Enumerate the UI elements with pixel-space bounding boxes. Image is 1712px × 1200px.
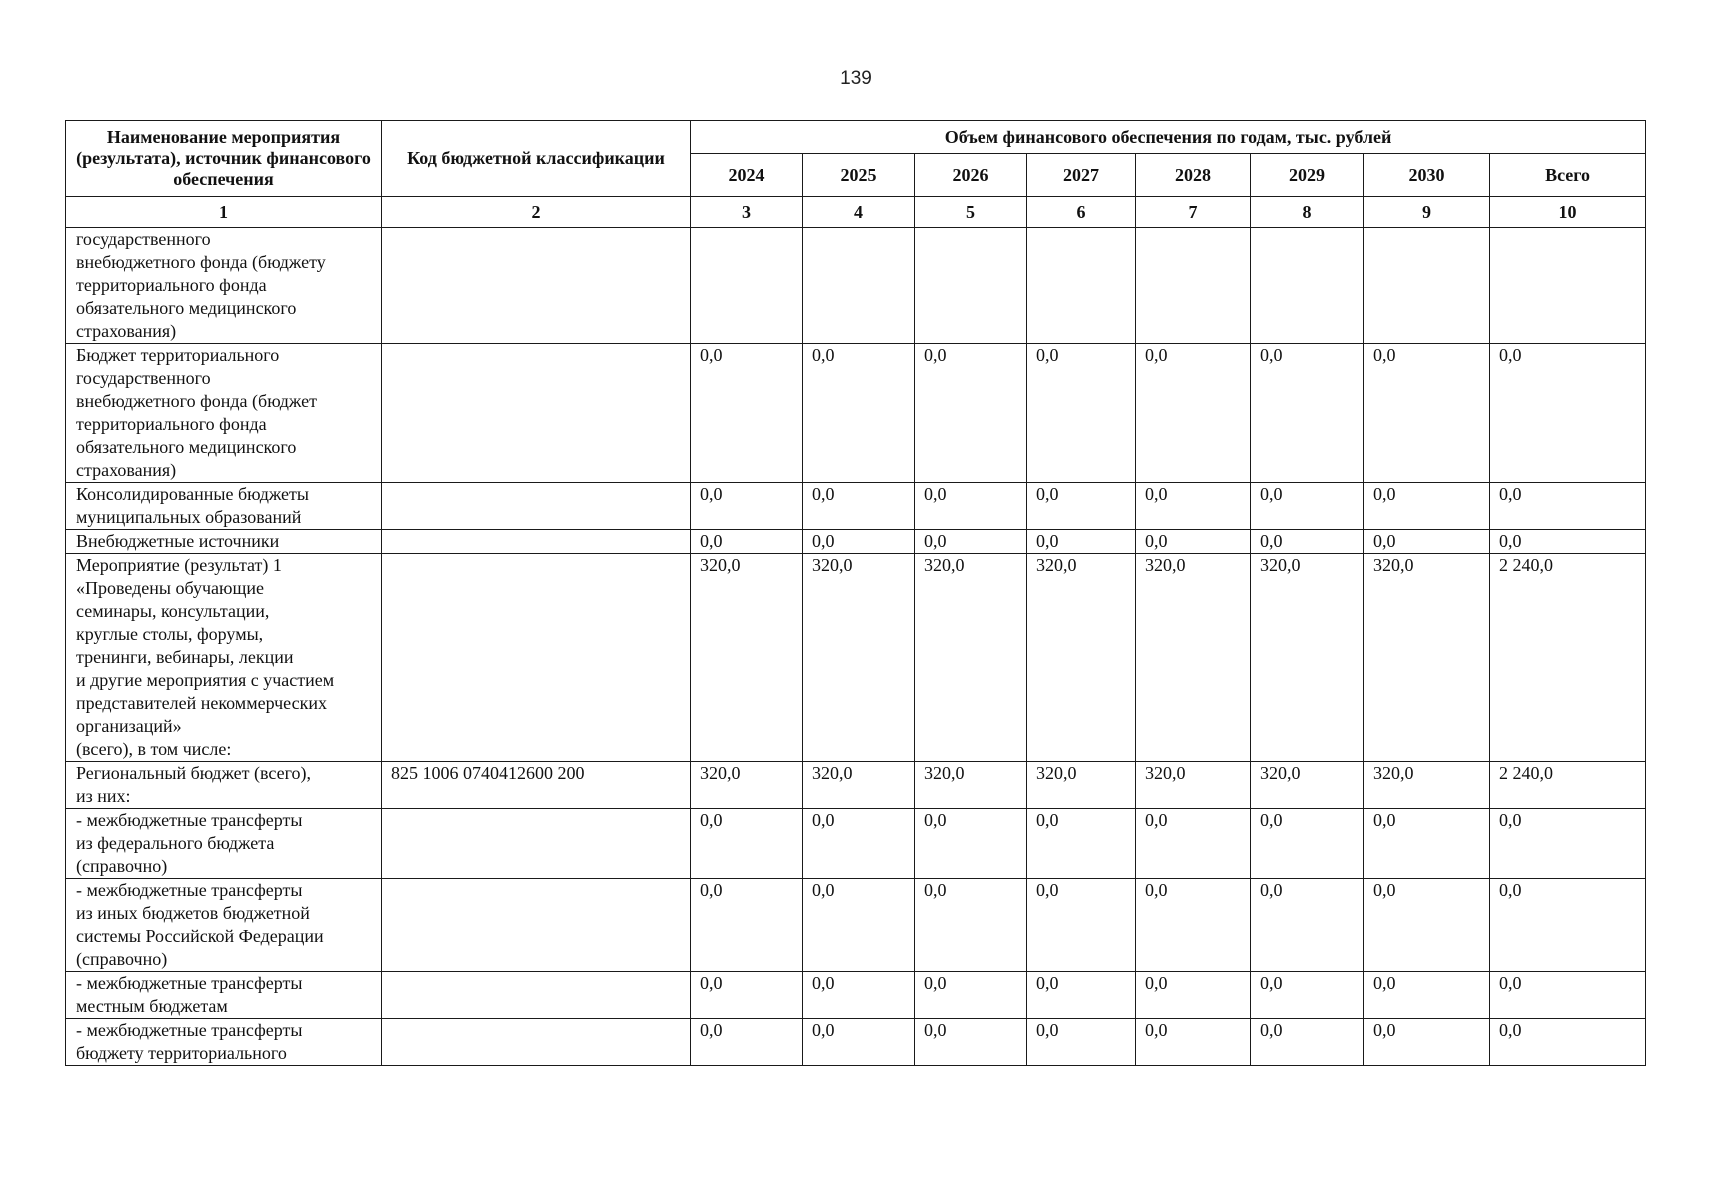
row-value-cell: 0,0 <box>1136 530 1251 554</box>
row-value-cell: 0,0 <box>1027 344 1136 483</box>
column-number: 10 <box>1490 197 1646 228</box>
row-name-line: организаций» <box>76 716 182 736</box>
column-number-row <box>66 197 1646 228</box>
row-value-cell: 320,0 <box>691 554 803 762</box>
row-value-cell: 0,0 <box>803 809 915 879</box>
row-name-line: Внебюджетные источники <box>76 531 280 551</box>
header-year: 2028 <box>1136 154 1251 197</box>
row-name-line: из иных бюджетов бюджетной <box>76 903 310 923</box>
row-value-cell: 0,0 <box>1136 972 1251 1019</box>
row-value-cell: 0,0 <box>1364 809 1490 879</box>
column-number: 7 <box>1136 197 1251 228</box>
row-code-cell: 825 1006 0740412600 200 <box>382 762 691 809</box>
row-total-cell: 0,0 <box>1490 530 1646 554</box>
row-value-cell: 320,0 <box>691 762 803 809</box>
row-total-cell: 0,0 <box>1490 483 1646 530</box>
header-year: 2025 <box>803 154 915 197</box>
row-value-cell: 320,0 <box>1251 554 1364 762</box>
row-name-line: из них: <box>76 786 131 806</box>
row-name-line: местным бюджетам <box>76 996 228 1016</box>
row-total-cell: 0,0 <box>1490 972 1646 1019</box>
row-value-cell: 0,0 <box>915 972 1027 1019</box>
row-value-cell: 320,0 <box>1136 554 1251 762</box>
row-name-line: территориального фонда <box>76 414 267 434</box>
row-value-cell: 320,0 <box>1027 554 1136 762</box>
row-name-line: внебюджетного фонда (бюджет <box>76 391 317 411</box>
header-total: Всего <box>1490 154 1646 197</box>
row-value-cell: 0,0 <box>1027 879 1136 972</box>
row-value-cell: 0,0 <box>803 344 915 483</box>
row-name-line: «Проведены обучающие <box>76 578 264 598</box>
row-value-cell: 0,0 <box>803 483 915 530</box>
row-value-cell: 320,0 <box>1027 762 1136 809</box>
row-value-cell: 0,0 <box>691 1019 803 1066</box>
row-value-cell: 0,0 <box>1027 809 1136 879</box>
row-value-cell: 0,0 <box>1364 972 1490 1019</box>
row-name-cell <box>66 228 382 344</box>
row-value-cell: 0,0 <box>1027 972 1136 1019</box>
row-value-cell: 0,0 <box>803 1019 915 1066</box>
column-number: 4 <box>803 197 915 228</box>
row-value-cell: 0,0 <box>915 1019 1027 1066</box>
column-number: 6 <box>1027 197 1136 228</box>
row-value-cell: 0,0 <box>915 530 1027 554</box>
row-name-line: бюджету территориального <box>76 1043 287 1063</box>
row-value-cell <box>803 228 915 344</box>
row-value-cell: 320,0 <box>1364 762 1490 809</box>
header-year: 2029 <box>1251 154 1364 197</box>
row-name-cell <box>66 809 382 879</box>
row-value-cell: 0,0 <box>691 530 803 554</box>
row-value-cell <box>691 228 803 344</box>
row-name-line: обязательного медицинского <box>76 437 297 457</box>
column-number: 8 <box>1251 197 1364 228</box>
row-value-cell: 0,0 <box>803 879 915 972</box>
table-row <box>66 762 1646 809</box>
row-name-line: представителей некоммерческих <box>76 693 327 713</box>
row-total-cell: 0,0 <box>1490 809 1646 879</box>
column-number: 1 <box>66 197 382 228</box>
row-code-cell <box>382 809 691 879</box>
row-value-cell: 0,0 <box>1251 530 1364 554</box>
row-value-cell: 0,0 <box>1136 809 1251 879</box>
row-name-line: - межбюджетные трансферты <box>76 880 303 900</box>
row-code-cell <box>382 228 691 344</box>
row-name-line: - межбюджетные трансферты <box>76 1020 303 1040</box>
row-value-cell: 0,0 <box>1027 1019 1136 1066</box>
row-name-line: муниципальных образований <box>76 507 302 527</box>
row-code-cell <box>382 554 691 762</box>
row-name-cell <box>66 530 382 554</box>
column-number: 3 <box>691 197 803 228</box>
row-name-line: (справочно) <box>76 949 168 969</box>
row-value-cell <box>1364 228 1490 344</box>
row-value-cell: 0,0 <box>1027 530 1136 554</box>
row-name-cell <box>66 972 382 1019</box>
row-name-line: страхования) <box>76 321 177 341</box>
row-total-cell: 0,0 <box>1490 344 1646 483</box>
row-value-cell: 0,0 <box>691 483 803 530</box>
table-row <box>66 530 1646 554</box>
row-value-cell: 0,0 <box>1136 344 1251 483</box>
row-value-cell: 0,0 <box>691 879 803 972</box>
column-number: 2 <box>382 197 691 228</box>
row-name-line: и другие мероприятия с участием <box>76 670 335 690</box>
row-name-line: из федерального бюджета <box>76 833 275 853</box>
table-row <box>66 483 1646 530</box>
row-name-line: страхования) <box>76 460 177 480</box>
row-value-cell: 0,0 <box>691 344 803 483</box>
row-value-cell: 0,0 <box>1364 879 1490 972</box>
row-name-line: Бюджет территориального <box>76 345 280 365</box>
row-value-cell: 0,0 <box>1136 879 1251 972</box>
row-value-cell: 0,0 <box>1027 483 1136 530</box>
row-value-cell: 0,0 <box>1251 809 1364 879</box>
table-row <box>66 1019 1646 1066</box>
row-value-cell: 0,0 <box>1364 1019 1490 1066</box>
row-value-cell: 320,0 <box>915 554 1027 762</box>
header-financing-group: Объем финансового обеспечения по годам, тыс. рублей <box>691 121 1646 154</box>
row-code-cell <box>382 483 691 530</box>
table-row <box>66 344 1646 483</box>
row-name-line: территориального фонда <box>76 275 267 295</box>
row-name-line: Региональный бюджет (всего), <box>76 763 312 783</box>
row-value-cell: 0,0 <box>803 972 915 1019</box>
column-number: 5 <box>915 197 1027 228</box>
row-name-line: системы Российской Федерации <box>76 926 324 946</box>
row-value-cell: 320,0 <box>1251 762 1364 809</box>
row-name-line: обязательного медицинского <box>76 298 297 318</box>
row-name-cell <box>66 483 382 530</box>
row-name-cell <box>66 344 382 483</box>
row-value-cell: 0,0 <box>1251 483 1364 530</box>
table-header <box>66 121 1646 228</box>
row-name-line: Консолидированные бюджеты <box>76 484 309 504</box>
row-name-line: внебюджетного фонда (бюджету <box>76 252 326 272</box>
row-name-line: (справочно) <box>76 856 168 876</box>
row-name-line: государственного <box>76 229 211 249</box>
row-value-cell: 320,0 <box>1136 762 1251 809</box>
row-name-line: тренинги, вебинары, лекции <box>76 647 294 667</box>
row-value-cell: 0,0 <box>915 344 1027 483</box>
financing-table <box>65 120 1646 1066</box>
header-code-column: Код бюджетной классификации <box>382 121 691 197</box>
row-code-cell <box>382 344 691 483</box>
row-value-cell <box>915 228 1027 344</box>
header-year: 2030 <box>1364 154 1490 197</box>
row-value-cell: 0,0 <box>1251 344 1364 483</box>
row-name-line: Мероприятие (результат) 1 <box>76 555 282 575</box>
row-value-cell: 320,0 <box>915 762 1027 809</box>
row-name-line: (всего), в том числе: <box>76 739 232 759</box>
row-name-cell <box>66 762 382 809</box>
table-row <box>66 879 1646 972</box>
row-name-cell <box>66 554 382 762</box>
row-total-cell <box>1490 228 1646 344</box>
row-code-cell <box>382 1019 691 1066</box>
table-body <box>66 228 1646 1066</box>
row-total-cell: 0,0 <box>1490 879 1646 972</box>
row-name-line: семинары, консультации, <box>76 601 270 621</box>
row-name-line: круглые столы, форумы, <box>76 624 264 644</box>
row-value-cell: 0,0 <box>691 809 803 879</box>
row-value-cell <box>1251 228 1364 344</box>
table-row <box>66 554 1646 762</box>
row-code-cell <box>382 879 691 972</box>
page-number: 139 <box>840 68 872 89</box>
row-value-cell: 320,0 <box>1364 554 1490 762</box>
row-value-cell: 320,0 <box>803 554 915 762</box>
row-value-cell: 0,0 <box>915 879 1027 972</box>
table-row <box>66 228 1646 344</box>
header-year: 2024 <box>691 154 803 197</box>
row-value-cell: 0,0 <box>803 530 915 554</box>
row-code-cell <box>382 972 691 1019</box>
header-year: 2027 <box>1027 154 1136 197</box>
row-code-cell <box>382 530 691 554</box>
header-year: 2026 <box>915 154 1027 197</box>
row-value-cell: 320,0 <box>803 762 915 809</box>
row-value-cell: 0,0 <box>691 972 803 1019</box>
row-name-line: государственного <box>76 368 211 388</box>
row-value-cell: 0,0 <box>1364 483 1490 530</box>
row-name-cell <box>66 879 382 972</box>
row-total-cell: 2 240,0 <box>1490 762 1646 809</box>
row-value-cell: 0,0 <box>1251 1019 1364 1066</box>
row-value-cell: 0,0 <box>1364 530 1490 554</box>
row-total-cell: 0,0 <box>1490 1019 1646 1066</box>
row-name-cell <box>66 1019 382 1066</box>
table-row <box>66 972 1646 1019</box>
row-name-line: - межбюджетные трансферты <box>76 810 303 830</box>
row-value-cell: 0,0 <box>1136 483 1251 530</box>
row-value-cell: 0,0 <box>915 483 1027 530</box>
row-value-cell <box>1027 228 1136 344</box>
row-value-cell: 0,0 <box>1251 972 1364 1019</box>
row-name-line: - межбюджетные трансферты <box>76 973 303 993</box>
row-value-cell: 0,0 <box>1364 344 1490 483</box>
header-name-column: Наименование мероприятия (результата), источник финансового обеспечения <box>66 121 382 197</box>
row-total-cell: 2 240,0 <box>1490 554 1646 762</box>
row-value-cell <box>1136 228 1251 344</box>
row-value-cell: 0,0 <box>1251 879 1364 972</box>
row-value-cell: 0,0 <box>1136 1019 1251 1066</box>
table-row <box>66 809 1646 879</box>
column-number: 9 <box>1364 197 1490 228</box>
row-value-cell: 0,0 <box>915 809 1027 879</box>
